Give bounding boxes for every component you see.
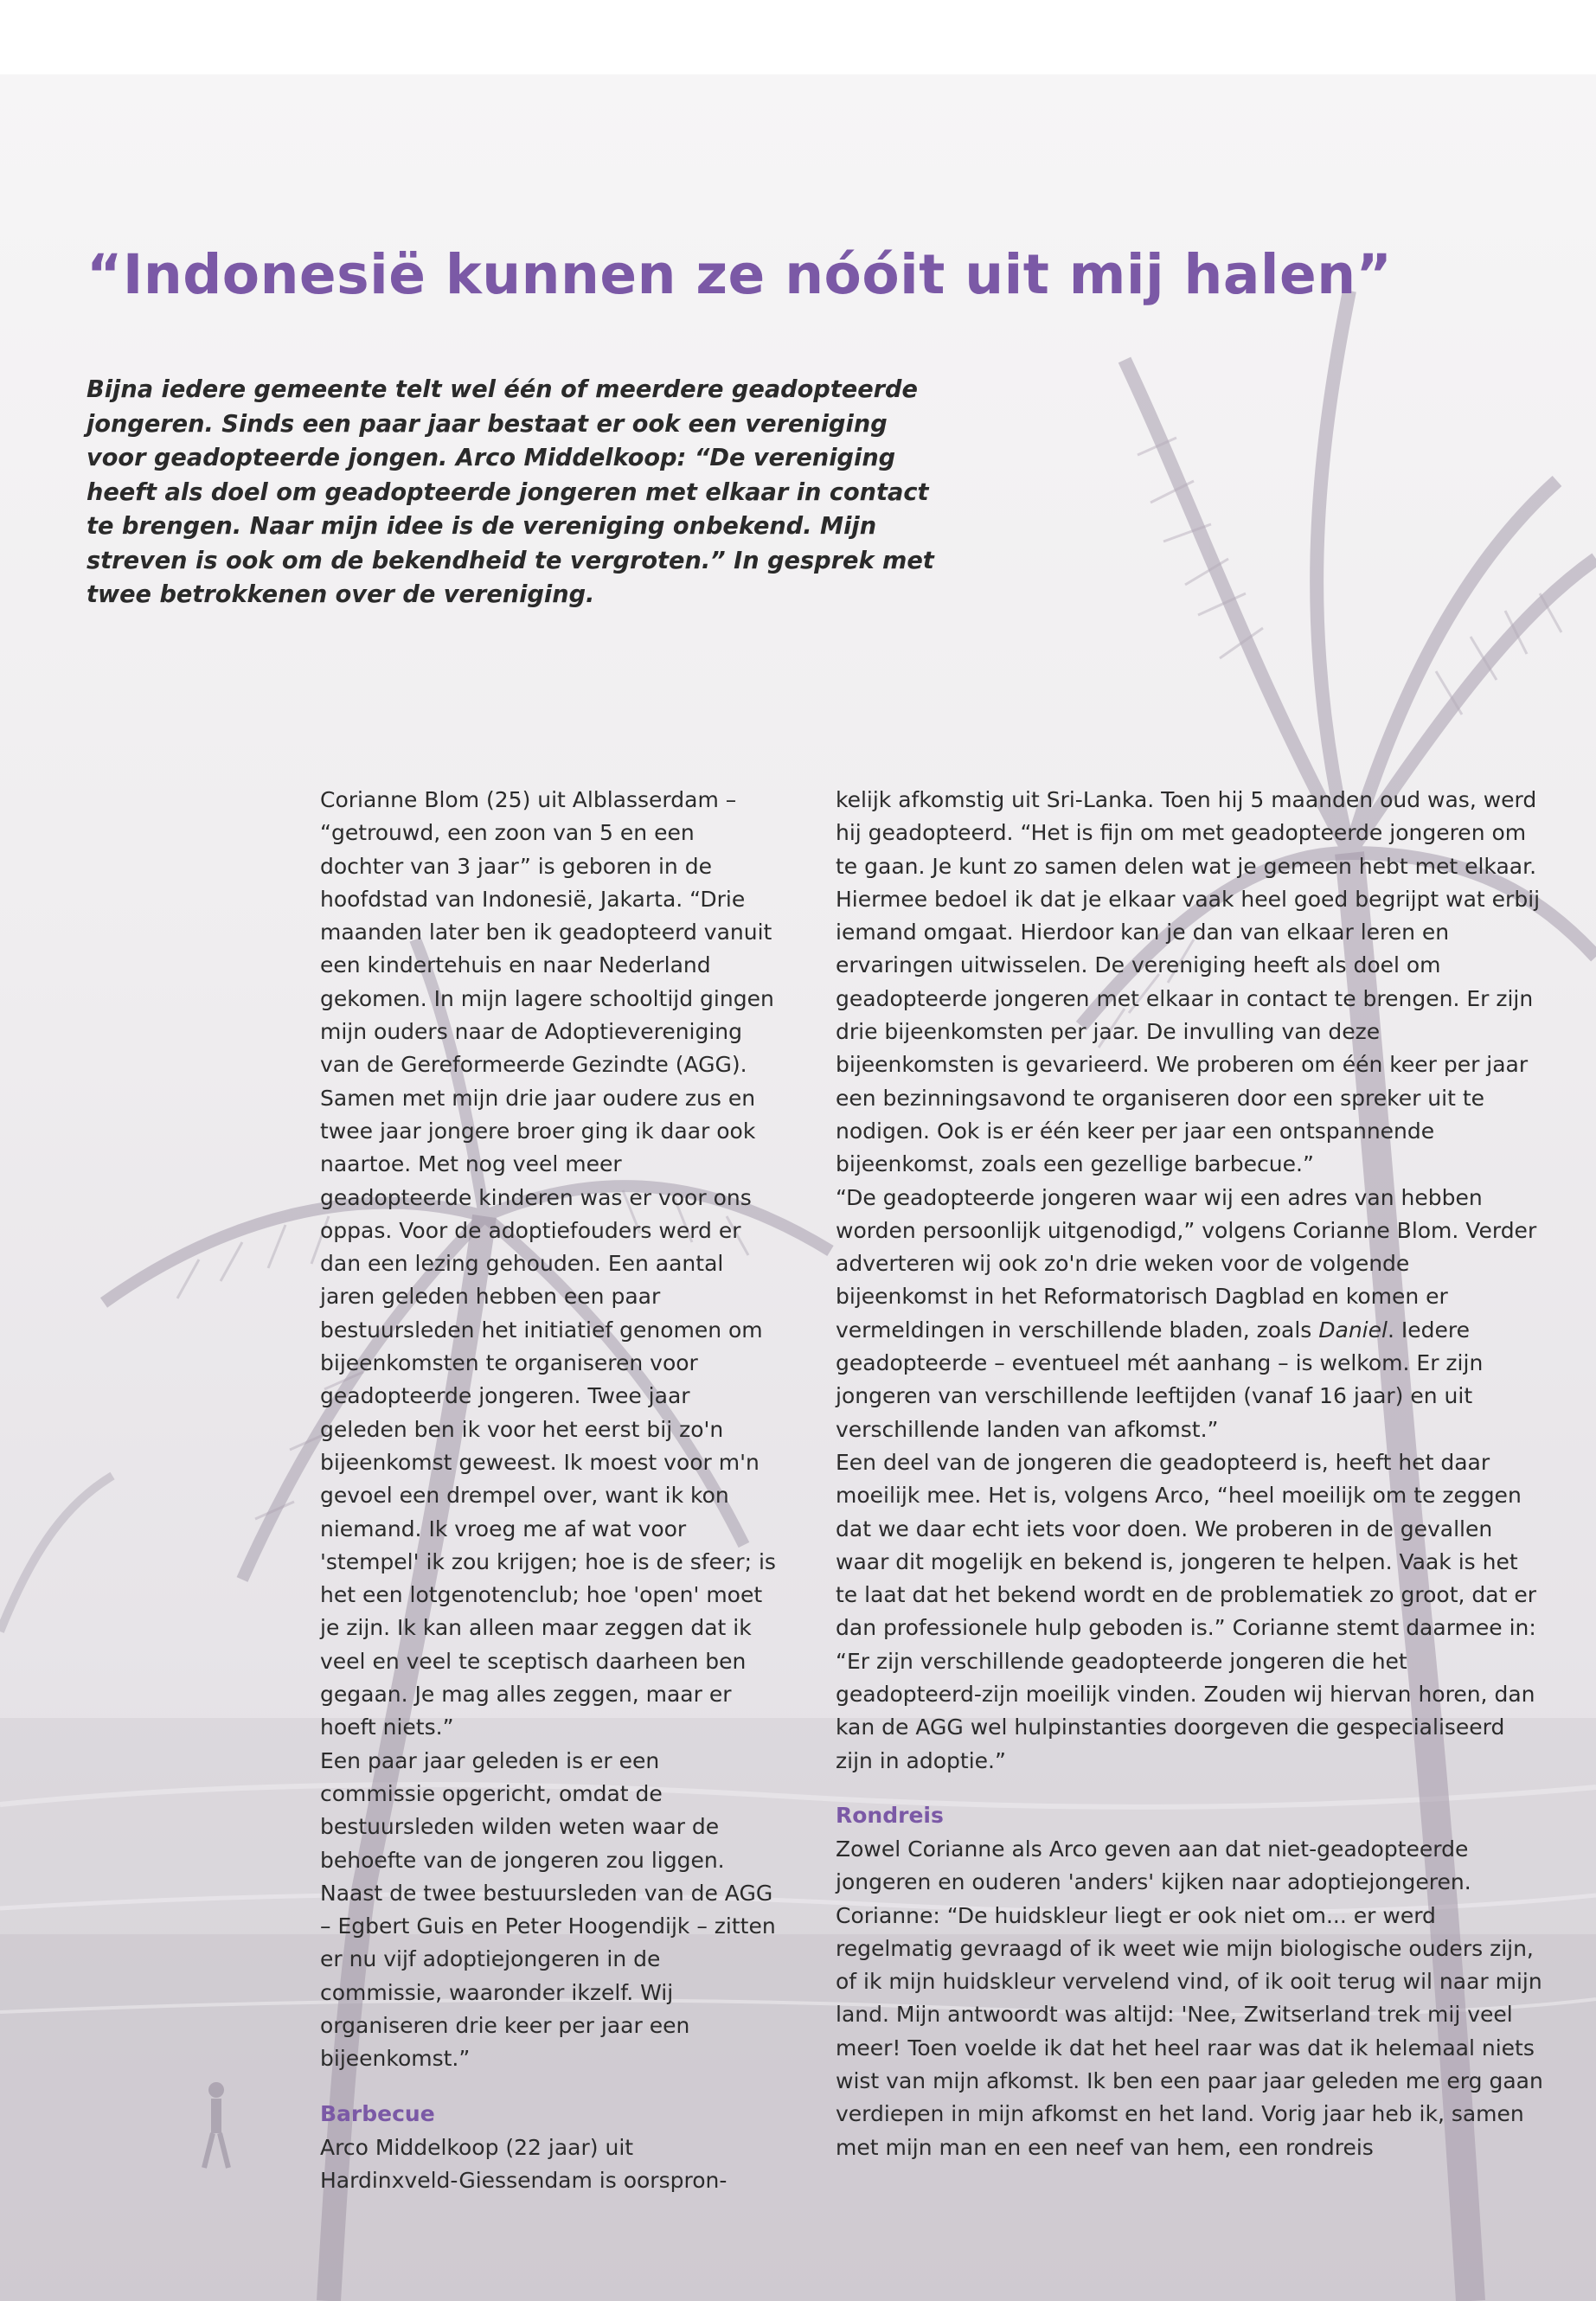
col2-paragraph-2-text-a: “De geadopteerde jongeren waar wij een adres van hebben worden persoonlijk uitgenodigd,” volgens Corianne Blom. Verder adverteren wij ook zo'n drie weken voor de volgende bijeenkomst in het Reformatorisch Dagblad en komen er vermeldingen in verschillende bladen, zoals bbox=[836, 1184, 1537, 1343]
col1-paragraph-3: Arco Middelkoop (22 jaar) uit Hardinxveld-Giessendam is oorspron- bbox=[320, 2134, 727, 2193]
col2-paragraph-2-text-b: . Iedere geadopteerde – eventueel mét aanhang – is welkom. Er zijn jongeren van verschillende leeftijden (vanaf 16 jaar) en uit verschillende landen van afkomst.” bbox=[836, 1317, 1484, 1442]
col2-paragraph-2 bbox=[836, 1182, 1545, 1446]
section-heading-rondreis: Rondreis bbox=[836, 1802, 944, 1828]
col1-paragraph-1: Corianne Blom (25) uit Alblasserdam – “getrouwd, een zoon van 5 en een dochter van 3 jaar” is geboren in de hoofdstad van Indonesië, Jakarta. “Drie maanden later ben ik geadopteerd vanuit een kindertehuis en naar Nederland gekomen. In mijn lagere schooltijd gingen mijn ouders naar de Adoptievereniging van de Gereformeerde Gezindte (AGG). Samen met mijn drie jaar oudere zus en twee jaar jongere broer ging ik daar ook naartoe. Met nog veel meer geadopteerde kinderen was er voor ons oppas. Voor de adoptiefouders werd er dan een lezing gehouden. Een aantal jaren geleden hebben een paar bestuursleden het initiatief genomen om bijeenkomsten te organiseren voor geadopteerde jongeren. Twee jaar geleden ben ik voor het eerst bij zo'n bijeenkomst geweest. Ik moest voor m'n gevoel een drempel over, want ik kon niemand. Ik vroeg me af wat voor 'stempel' ik zou krijgen; hoe is de sfeer; is het een lotgenotenclub; hoe 'open' moet je zijn. Ik kan alleen maar zeggen dat ik veel en veel te sceptisch daarheen ben gegaan. Je mag alles zeggen, maar er hoeft niets.” bbox=[320, 787, 776, 1740]
section-heading-barbecue: Barbecue bbox=[320, 2100, 435, 2126]
col2-paragraph-1: kelijk afkomstig uit Sri-Lanka. Toen hij 5 maanden oud was, werd hij geadopteerd. “Het is fijn om met geadopteerde jongeren om te gaan. Je kunt zo samen delen wat je gemeen hebt met elkaar. Hiermee bedoel ik dat je elkaar vaak heel goed begrijpt wat erbij iemand omgaat. Hierdoor kan je dan van elkaar leren en ervaringen uitwisselen. De vereniging heeft als doel om geadopteerde jongeren met elkaar in contact te brengen. Er zijn drie bijeenkomsten per jaar. De invulling van deze bijeenkomsten is gevarieerd. We proberen om één keer per jaar een bezinningsavond te organiseren door een spreker uit te nodigen. Ook is er één keer per jaar een ontspannende bijeenkomst, zoals een gezellige barbecue.” bbox=[836, 787, 1541, 1177]
col2-paragraph-4: Zowel Corianne als Arco geven aan dat niet-geadopteerde jongeren en ouderen 'anders' kijken naar adoptiejongeren. Corianne: “De huidskleur liegt er ook niet om... er werd regelmatig gevraagd of ik weet wie mijn biologische ouders zijn, of ik mijn huidskleur vervelend vind, of ik ooit terug wil naar mijn land. Mijn antwoordt was altijd: 'Nee, Zwitserland trek mij veel meer! Toen voelde ik dat het heel raar was dat ik helemaal niets wist van mijn afkomst. Ik ben een paar jaar geleden me erg gaan verdiepen in mijn afkomst en het land. Vorig jaar heb ik, samen met mijn man en een neef van hem, een rondreis bbox=[836, 1836, 1543, 2160]
article-column-right bbox=[836, 784, 1545, 2164]
magazine-page bbox=[0, 74, 1596, 2301]
article-column-left bbox=[320, 784, 779, 2197]
col1-paragraph-2: Een paar jaar geleden is er een commissie opgericht, omdat de bestuursleden wilden weten waar de behoefte van de jongeren zou liggen. Naast de twee bestuursleden van de AGG – Egbert Guis en Peter Hoogendijk – zitten er nu vijf adoptiejongeren in de commissie, waaronder ikzelf. Wij organiseren drie keer per jaar een bijeenkomst.” bbox=[320, 1747, 776, 2072]
article-intro: Bijna iedere gemeente telt wel één of meerdere geadopteerde jongeren. Sinds een paar jaar bestaat er ook een vereniging voor geadopteerde jongen. Arco Middelkoop: “De vereniging heeft als doel om geadopteerde jongeren met elkaar in contact te brengen. Naar mijn idee is de vereniging onbekend. Mijn streven is ook om de bekendheid te vergroten.” In gesprek met twee betrokkenen over de vereniging. bbox=[87, 376, 934, 608]
article-title: “Indonesië kunnen ze nóóit uit mij halen” bbox=[87, 243, 1393, 306]
magazine-name-daniel: Daniel bbox=[1318, 1317, 1388, 1343]
col2-paragraph-3: Een deel van de jongeren die geadopteerd is, heeft het daar moeilijk mee. Het is, volgens Arco, “heel moeilijk om te zeggen dat we daar echt iets voor doen. We proberen in de gevallen waar dit mogelijk en bekend is, jongeren te helpen. Vaak is het te laat dat het bekend wordt en de problematiek zo groot, dat er dan professionele hulp geboden is.” Corianne stemt daarmee in: “Er zijn verschillende geadopteerde jongeren die het geadopteerd-zijn moeilijk vinden. Zouden wij hiervan horen, dan kan de AGG wel hulpinstanties doorgeven die gespecialiseerd zijn in adoptie.” bbox=[836, 1449, 1536, 1773]
